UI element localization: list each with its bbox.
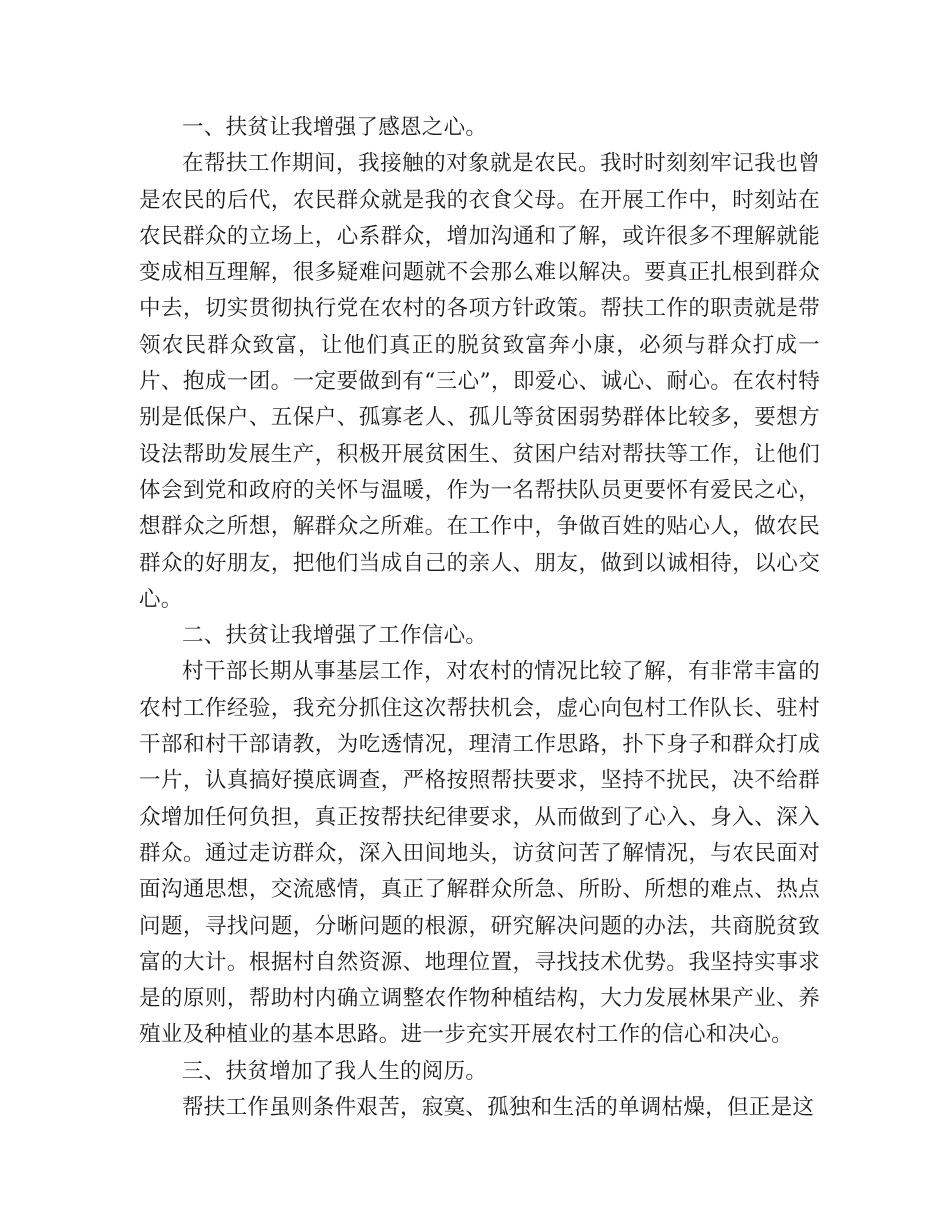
body-paragraph-3: 帮扶工作虽则条件艰苦，寂寞、孤独和生活的单调枯燥，但正是这 [182, 1095, 815, 1121]
section-heading-3: 三、扶贫增加了我人生的阅历。 [182, 1058, 488, 1084]
document-body [139, 110, 820, 1126]
body-paragraph-1: 在帮扶工作期间，我接触的对象就是农民。我时时刻刻牢记我也曾是农民的后代，农民群众就是我的衣食父母。在开展工作中，时刻站在农民群众的立场上，心系群众，增加沟通和了解，或许很多不理解就能变成相互理解，很多疑难问题就不会那么难以解决。要真正扎根到群众中去，切实贯彻执行党在农村的各项方针政策。帮扶工作的职责就是带领农民群众致富，让他们真正的脱贫致富奔小康，必须与群众打成一片、抱成一团。一定要做到有“三心”，即爱心、诚心、耐心。在农村特别是低保户、五保户、孤寡老人、孤儿等贫困弱势群体比较多，要想方设法帮助发展生产，积极开展贫困生、贫困户结对帮扶等工作，让他们体会到党和政府的关怀与温暖，作为一名帮扶队员更要怀有爱民之心，想群众之所想，解群众之所难。在工作中，争做百姓的贴心人，做农民群众的好朋友，把他们当成自己的亲人、朋友，做到以诚相待，以心交心。 [139, 151, 820, 612]
section-heading-2: 二、扶贫让我增强了工作信心。 [182, 623, 488, 649]
body-paragraph-2: 村干部长期从事基层工作，对农村的情况比较了解，有非常丰富的农村工作经验，我充分抓住这次帮扶机会，虚心向包村工作队长、驻村干部和村干部请教，为吃透情况，理清工作思路，扑下身子和群众打成一片，认真搞好摸底调查，严格按照帮扶要求，坚持不扰民，决不给群众增加任何负担，真正按帮扶纪律要求，从而做到了心入、身入、深入群众。通过走访群众，深入田间地头，访贫问苦了解情况，与农民面对面沟通思想，交流感情，真正了解群众所急、所盼、所想的难点、热点问题，寻找问题，分晰问题的根源，研究解决问题的办法，共商脱贫致富的大计。根据村自然资源、地理位置，寻找技术优势。我坚持实事求是的原则，帮助村内确立调整农作物种植结构，大力发展林果产业、养殖业及种植业的基本思路。进一步充实开展农村工作的信心和决心。 [139, 659, 820, 1048]
section-heading-1: 一、扶贫让我增强了感恩之心。 [182, 115, 488, 140]
